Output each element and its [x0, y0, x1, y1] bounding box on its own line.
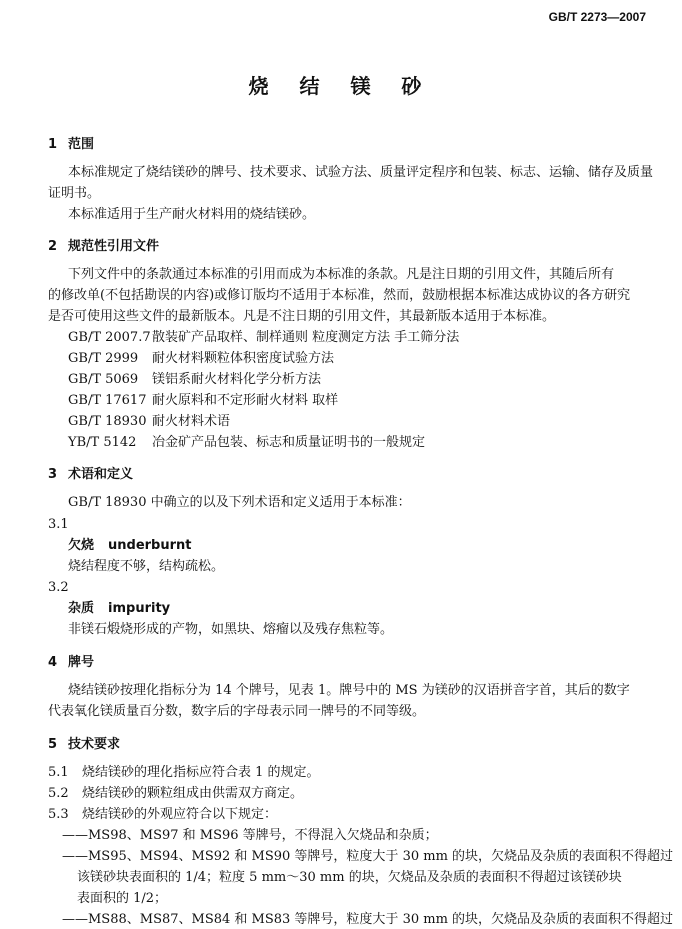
section-2-paragraph: 下列文件中的条款通过本标准的引用而成为本标准的条款。凡是注日期的引用文件，其随后所有 [68, 267, 615, 282]
reference-item: GB/T 5069 镁铝系耐火材料化学分析方法 [68, 372, 322, 387]
reference-item: GB/T 18930 耐火材料术语 [68, 414, 231, 429]
document-title: 烧 结 镁 砂 [248, 74, 434, 98]
dash-item: ——MS95、MS94、MS92 和 MS90 等牌号，粒度大于 30 mm 的块，欠烧品及杂质的表面积不得超过 [62, 849, 674, 864]
section-1-paragraph-cont: 证明书。 [48, 186, 101, 201]
reference-item: GB/T 2999 耐火材料颗粒体积密度试验方法 [68, 351, 335, 366]
clause-item: 5.3 烧结镁砂的外观应符合以下规定： [48, 807, 278, 822]
section-2-paragraph-cont: 是否可使用这些文件的最新版本。凡是不注日期的引用文件，其最新版本适用于本标准。 [48, 309, 556, 324]
dash-item-cont: 该镁砂块表面积的 1/4；粒度 5 mm～30 mm 的块，欠烧品及杂质的表面积不得超过该镁砂块 [77, 870, 622, 885]
section-2-paragraph-cont: 的修改单(不包括勘误的内容)或修订版均不适用于本标准，然而，鼓励根据本标准达成协议的各方研究 [48, 288, 631, 303]
section-4-paragraph-cont: 代表氧化镁质量百分数，数字后的字母表示同一牌号的不同等级。 [48, 704, 426, 719]
dash-item: ——MS98、MS97 和 MS96 等牌号，不得混入欠烧品和杂质； [62, 828, 438, 843]
section-1-heading: 1 范围 [48, 137, 95, 152]
dash-item: ——MS88、MS87、MS84 和 MS83 等牌号，粒度大于 30 mm 的块，欠烧品及杂质的表面积不得超过 [62, 912, 674, 927]
term-definition: 非镁石煅烧形成的产物，如黑块、熔瘤以及残存焦粒等。 [68, 622, 394, 637]
reference-item: GB/T 17617 耐火原料和不定形耐火材料 取样 [68, 393, 339, 408]
section-4-paragraph: 烧结镁砂按理化指标分为 14 个牌号，见表 1。牌号中的 MS 为镁砂的汉语拼音字首，其后的数字 [68, 683, 630, 698]
dash-item-cont: 表面积的 1/2； [77, 891, 168, 906]
term-heading: 欠烧 underburnt [68, 538, 192, 553]
clause-item: 5.1 烧结镁砂的理化指标应符合表 1 的规定。 [48, 765, 320, 780]
term-number: 3.1 [48, 517, 69, 532]
section-3-heading: 3 术语和定义 [48, 467, 134, 482]
section-4-heading: 4 牌号 [48, 655, 95, 670]
term-definition: 烧结程度不够，结构疏松。 [68, 559, 225, 574]
section-1-paragraph: 本标准规定了烧结镁砂的牌号、技术要求、试验方法、质量评定程序和包装、标志、运输、储存及质量 [68, 165, 654, 180]
standard-code: GB/T 2273—2007 [548, 10, 646, 24]
reference-item: YB/T 5142 冶金矿产品包装、标志和质量证明书的一般规定 [68, 435, 426, 450]
term-heading: 杂质 impurity [68, 601, 171, 616]
section-2-heading: 2 规范性引用文件 [48, 239, 160, 254]
term-number: 3.2 [48, 580, 69, 595]
section-3-paragraph: GB/T 18930 中确立的以及下列术语和定义适用于本标准： [68, 495, 411, 510]
clause-item: 5.2 烧结镁砂的颗粒组成由供需双方商定。 [48, 786, 304, 801]
section-1-scope: 本标准适用于生产耐火材料用的烧结镁砂。 [68, 207, 316, 222]
section-5-heading: 5 技术要求 [48, 737, 121, 752]
reference-item: GB/T 2007.7散装矿产品取样、制样通则 粒度测定方法 手工筛分法 [68, 330, 460, 345]
